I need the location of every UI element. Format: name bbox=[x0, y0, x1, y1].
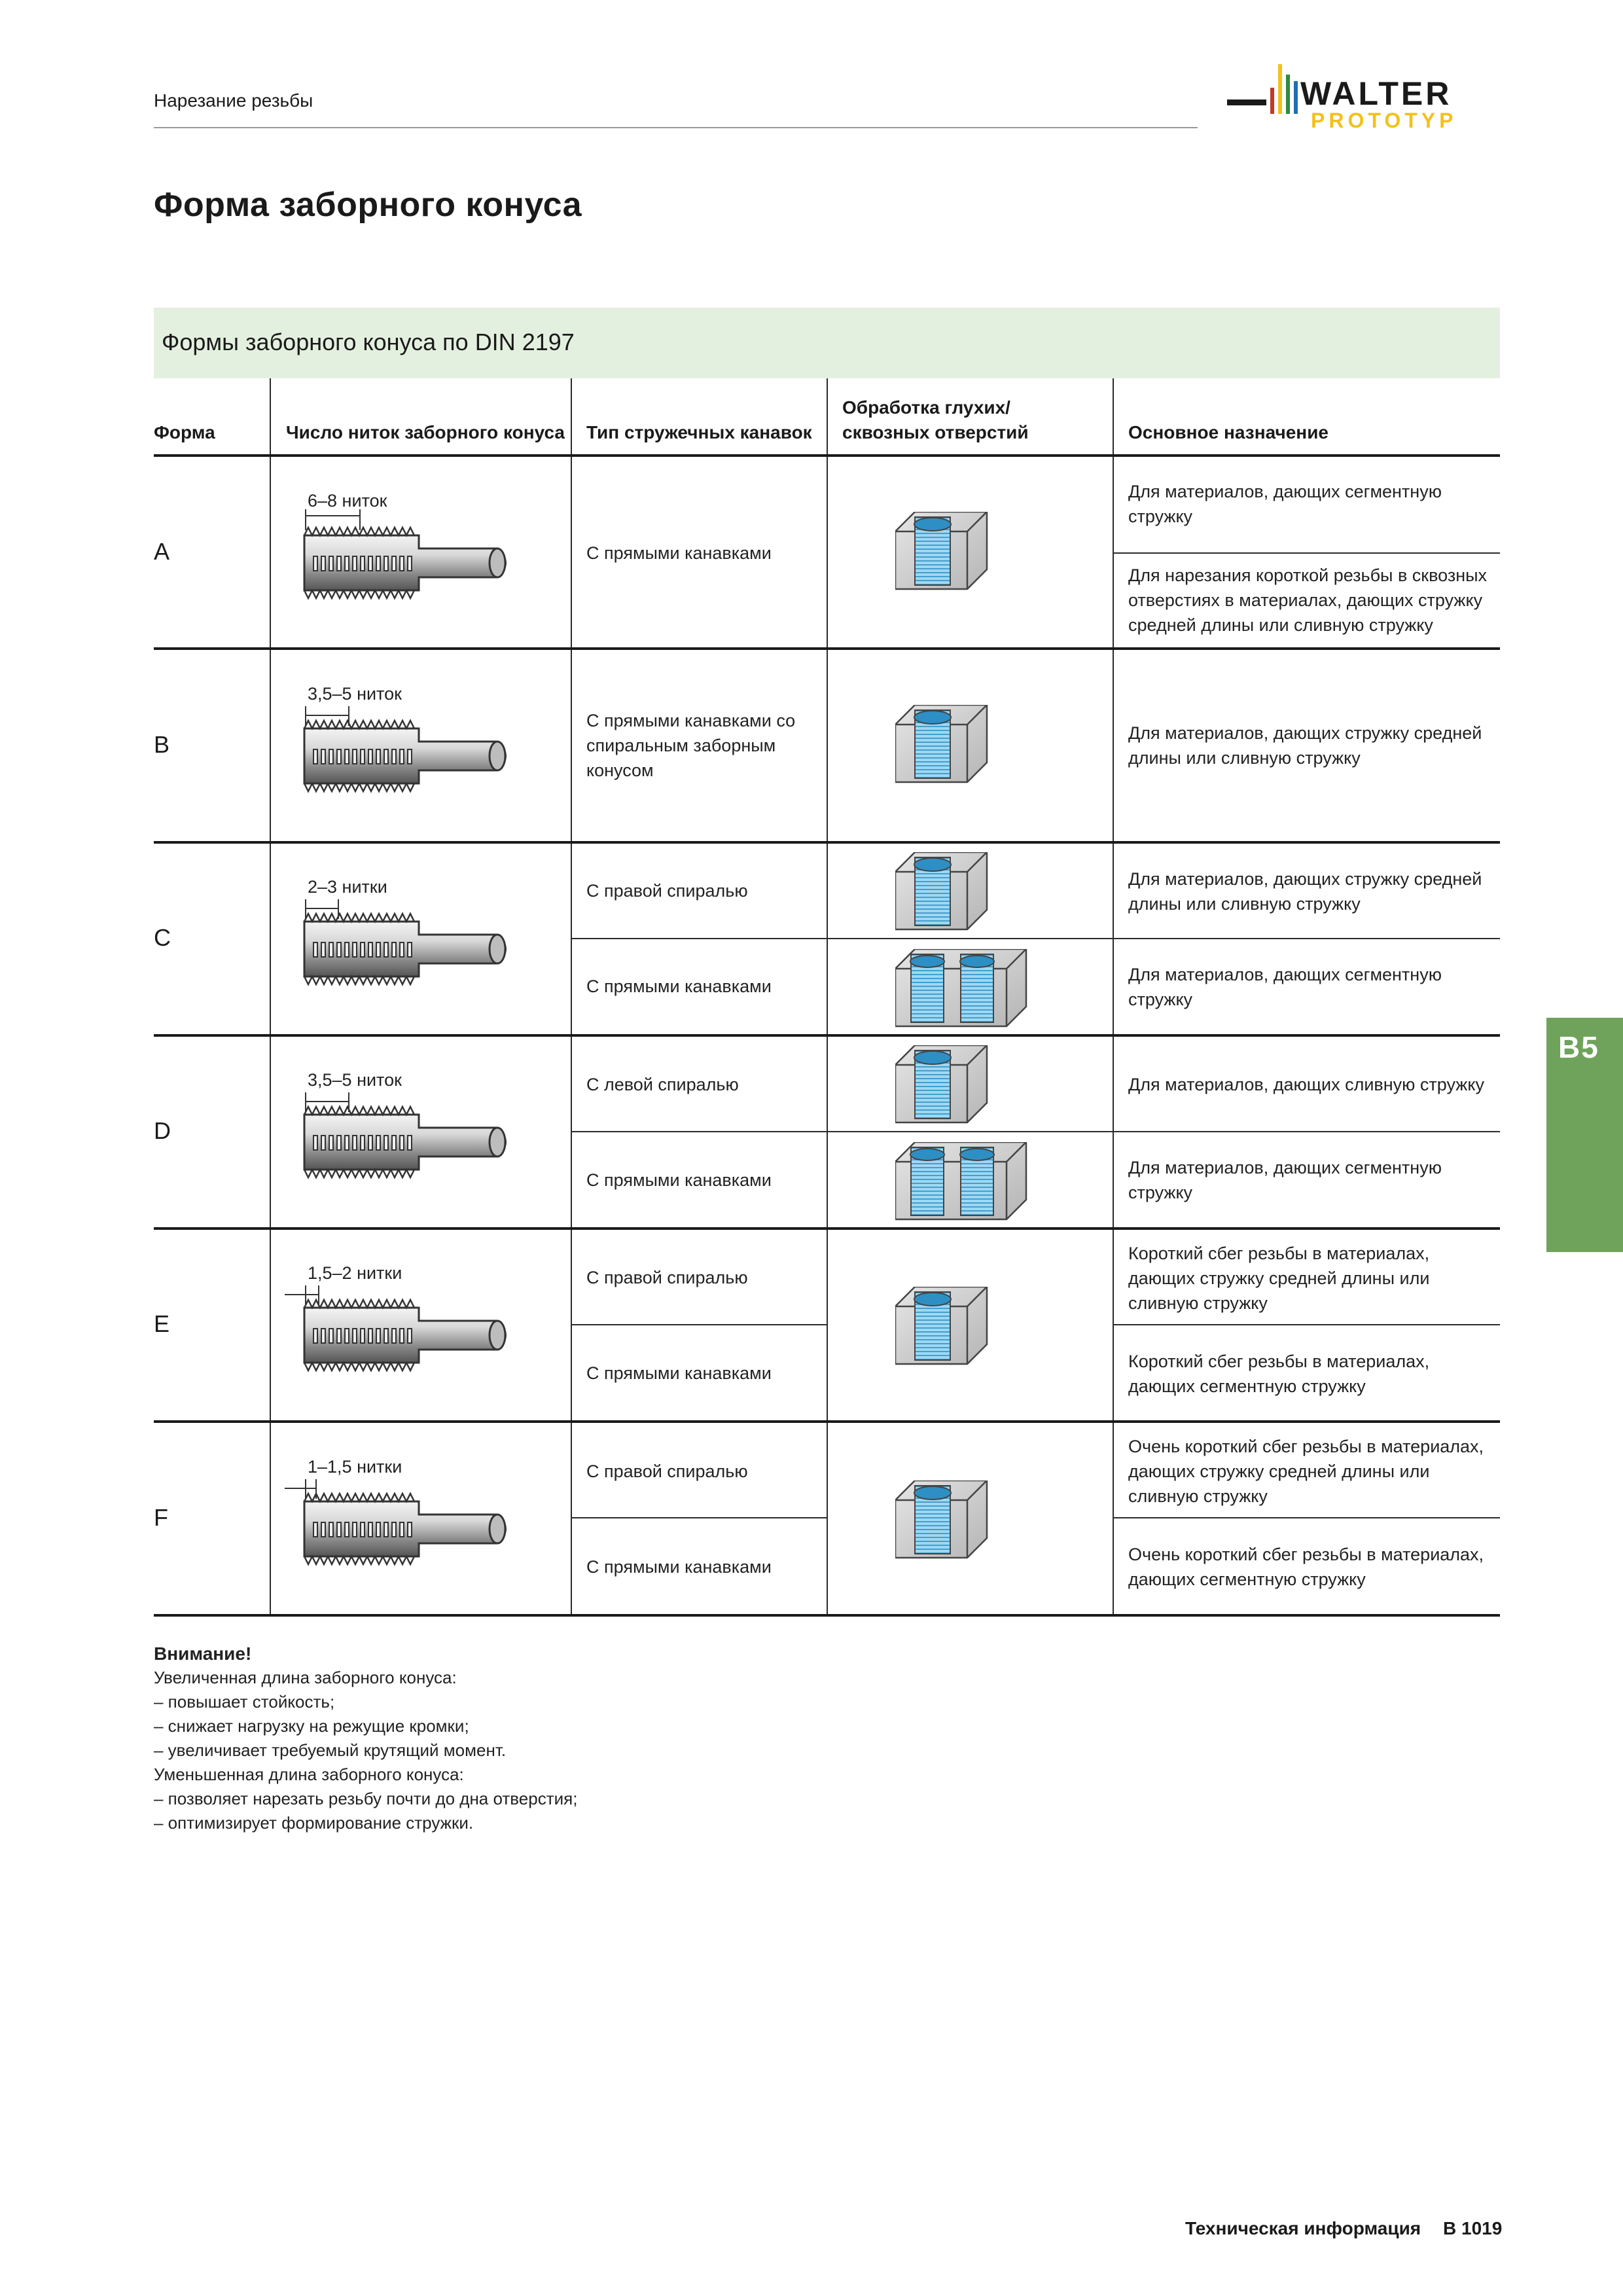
purpose-text: Короткий сбег резьбы в материалах, дающих сегментную стружку bbox=[1128, 1352, 1430, 1396]
thread-count-label: 1–1,5 нитки bbox=[308, 1457, 402, 1477]
note-line: – оптимизирует формирование стружки. bbox=[154, 1813, 474, 1833]
flute-type: С прямыми канавками bbox=[586, 977, 772, 996]
column-divider bbox=[1113, 378, 1114, 1615]
logo-main-text: WALTER bbox=[1300, 75, 1452, 112]
table-title-band bbox=[154, 308, 1500, 378]
sub-row-divider bbox=[1113, 1324, 1500, 1325]
purpose-text: Для материалов, дающих сливную стружку bbox=[1128, 1075, 1484, 1094]
purpose-text: Для материалов, дающих сегментную стружку bbox=[1128, 965, 1442, 1009]
tap-illustration bbox=[281, 1470, 520, 1578]
thread-count-label: 3,5–5 ниток bbox=[308, 684, 402, 704]
purpose-text: Очень короткий сбег резьбы в материалах, дающих стружку средней длины или сливную стружку bbox=[1128, 1437, 1484, 1506]
col-header-form: Форма bbox=[154, 422, 215, 442]
page-number: B 1019 bbox=[1443, 2218, 1503, 2238]
thread-count-label: 1,5–2 нитки bbox=[308, 1263, 402, 1283]
tap-illustration bbox=[281, 1276, 520, 1384]
tap-illustration bbox=[298, 504, 520, 612]
header-bottom-rule bbox=[154, 454, 1500, 457]
col-header-flute: Тип стружечных канавок bbox=[586, 422, 812, 442]
flute-type: С прямыми канавками со спиральным заборным конусом bbox=[586, 711, 796, 780]
flute-type: С правой спиралью bbox=[586, 1462, 748, 1481]
purpose-text: Для материалов, дающих стружку средней длины или сливную стружку bbox=[1128, 723, 1482, 768]
column-divider bbox=[827, 378, 828, 1615]
flute-type: С левой спиралью bbox=[586, 1075, 739, 1094]
sub-row-divider bbox=[571, 938, 1500, 939]
through-hole-double-icon bbox=[895, 949, 1033, 1034]
column-divider bbox=[270, 378, 271, 1615]
flute-type: С прямыми канавками bbox=[586, 1363, 772, 1383]
page-title: Форма заборного конуса bbox=[154, 186, 582, 224]
form-letter-d: D bbox=[154, 1117, 171, 1144]
note-line: – снижает нагрузку на режущие кромки; bbox=[154, 1716, 469, 1736]
row-separator bbox=[154, 647, 1500, 650]
blind-hole-icon bbox=[895, 852, 1000, 937]
footer-section-label: Техническая информация bbox=[1185, 2218, 1421, 2238]
purpose-text: Для материалов, дающих стружку средней длины или сливную стружку bbox=[1128, 869, 1482, 914]
table-title: Формы заборного конуса по DIN 2197 bbox=[162, 329, 575, 355]
col-header-threads: Число ниток заборного конуса bbox=[286, 422, 565, 442]
sub-row-divider bbox=[571, 1517, 827, 1518]
purpose-text: Короткий сбег резьбы в материалах, дающих стружку средней длины или сливную стружку bbox=[1128, 1244, 1430, 1313]
through-hole-double-icon bbox=[895, 1142, 1033, 1227]
flute-type: С прямыми канавками bbox=[586, 543, 772, 563]
logo-sub-text: PROTOTYP bbox=[1311, 109, 1457, 132]
note-line: Уменьшенная длина заборного конуса: bbox=[154, 1765, 464, 1784]
chapter-tab[interactable] bbox=[1546, 1018, 1623, 1252]
form-letter-e: E bbox=[154, 1310, 170, 1337]
through-hole-icon bbox=[895, 512, 1000, 597]
table-bottom-rule bbox=[154, 1614, 1500, 1617]
note-line: – позволяет нарезать резьбу почти до дна отверстия; bbox=[154, 1789, 578, 1808]
col-header-purpose: Основное назначение bbox=[1128, 422, 1329, 442]
col-header-holes: Обработка глухих/ сквозных отверстий bbox=[842, 397, 1029, 442]
blind-hole-icon bbox=[895, 1480, 1000, 1566]
tap-illustration bbox=[298, 890, 520, 998]
thread-count-label: 3,5–5 ниток bbox=[308, 1070, 402, 1090]
flute-type: С прямыми канавками bbox=[586, 1170, 772, 1190]
form-letter-f: F bbox=[154, 1504, 168, 1531]
blind-hole-icon bbox=[895, 1287, 1000, 1372]
blind-hole-icon bbox=[895, 1045, 1000, 1130]
sub-row-divider bbox=[1113, 552, 1500, 554]
column-divider bbox=[571, 378, 572, 1615]
row-separator bbox=[154, 1420, 1500, 1423]
flute-type: С правой спиралью bbox=[586, 881, 748, 901]
purpose-text: Очень короткий сбег резьбы в материалах, дающих сегментную стружку bbox=[1128, 1545, 1484, 1589]
form-letter-b: B bbox=[154, 731, 170, 758]
note-line: – повышает стойкость; bbox=[154, 1692, 335, 1712]
sub-row-divider bbox=[1113, 1517, 1500, 1518]
sub-row-divider bbox=[571, 1131, 1500, 1132]
form-letter-a: A bbox=[154, 538, 170, 565]
note-line: Увеличенная длина заборного конуса: bbox=[154, 1668, 457, 1687]
purpose-text: Для материалов, дающих сегментную стружку bbox=[1128, 482, 1442, 526]
purpose-text: Для материалов, дающих сегментную стружку bbox=[1128, 1158, 1442, 1202]
note-line: – увеличивает требуемый крутящий момент. bbox=[154, 1740, 507, 1760]
tap-illustration bbox=[298, 697, 520, 805]
row-separator bbox=[154, 1034, 1500, 1037]
header-divider bbox=[154, 127, 1198, 128]
blind-hole-icon bbox=[895, 705, 1000, 790]
walter-logo bbox=[1227, 60, 1502, 132]
thread-count-label: 2–3 нитки bbox=[308, 877, 387, 897]
thread-count-label: 6–8 ниток bbox=[308, 491, 387, 511]
tap-illustration bbox=[298, 1083, 520, 1191]
flute-type: С прямыми канавками bbox=[586, 1557, 772, 1577]
form-letter-c: C bbox=[154, 924, 171, 951]
attention-note bbox=[154, 1641, 577, 1835]
row-separator bbox=[154, 841, 1500, 844]
row-separator bbox=[154, 1227, 1500, 1230]
purpose-text: Для нарезания короткой резьбы в сквозных отверстиях в материалах, дающих стружку средней длины или сливную стружку bbox=[1128, 565, 1488, 635]
sub-row-divider bbox=[571, 1324, 827, 1325]
note-title: Внимание! bbox=[154, 1643, 252, 1664]
chapter-tab-label: B5 bbox=[1558, 1030, 1599, 1064]
flute-type: С правой спиралью bbox=[586, 1268, 748, 1287]
header-section-label: Нарезание резьбы bbox=[154, 90, 313, 111]
